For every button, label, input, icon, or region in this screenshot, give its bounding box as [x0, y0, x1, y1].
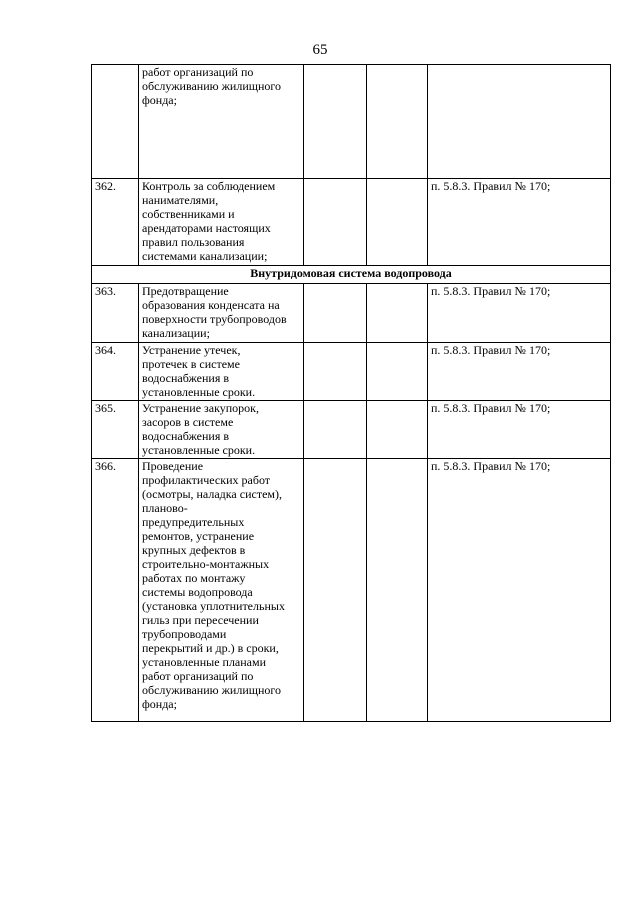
empty-cell — [367, 401, 428, 459]
work-description: Устранение закупорок, засоров в системе водоснабжения в установленные сроки. — [139, 401, 304, 459]
empty-cell — [367, 284, 428, 343]
row-number-cell — [92, 65, 139, 179]
empty-cell — [304, 179, 367, 266]
empty-cell — [304, 459, 367, 722]
works-table — [91, 64, 611, 722]
reference-cell: п. 5.8.3. Правил № 170; — [428, 343, 611, 401]
table-row — [92, 179, 611, 266]
empty-cell — [367, 179, 428, 266]
table-row — [92, 65, 611, 179]
section-title: Внутридомовая система водопровода — [92, 266, 611, 284]
table-row — [92, 459, 611, 722]
reference-cell — [428, 65, 611, 179]
work-description: Контроль за соблюдением нанимателями, собственниками и арендаторами настоящих правил пользования системами канализации; — [139, 179, 304, 266]
empty-cell — [304, 284, 367, 343]
empty-cell — [304, 343, 367, 401]
work-description: Проведение профилактических работ (осмотры, наладка систем), планово- предупредительных ремонтов, устранение крупных дефектов в строительно-монтажных работах по монтажу системы водопровода (установка уплотнительных гильз при пересечении трубопроводами перекрытий и др.) в сроки, установленные планами работ организаций по обслуживанию жилищного фонда; — [139, 459, 304, 722]
row-number: 366. — [92, 459, 139, 722]
section-row — [92, 266, 611, 284]
row-number: 365. — [92, 401, 139, 459]
work-description: работ организаций по обслуживанию жилищного фонда; — [139, 65, 304, 179]
empty-cell — [367, 343, 428, 401]
empty-cell — [304, 65, 367, 179]
work-description: Предотвращение образования конденсата на поверхности трубопроводов канализации; — [139, 284, 304, 343]
page-number: 65 — [312, 42, 328, 58]
reference-cell: п. 5.8.3. Правил № 170; — [428, 401, 611, 459]
row-number: 364. — [92, 343, 139, 401]
empty-cell — [304, 401, 367, 459]
table-row — [92, 401, 611, 459]
reference-cell: п. 5.8.3. Правил № 170; — [428, 179, 611, 266]
empty-cell — [367, 65, 428, 179]
empty-cell — [367, 459, 428, 722]
table-row — [92, 284, 611, 343]
work-description: Устранение утечек, протечек в системе водоснабжения в установленные сроки. — [139, 343, 304, 401]
row-number: 363. — [92, 284, 139, 343]
table-row — [92, 343, 611, 401]
reference-cell: п. 5.8.3. Правил № 170; — [428, 459, 611, 722]
reference-cell: п. 5.8.3. Правил № 170; — [428, 284, 611, 343]
row-number: 362. — [92, 179, 139, 266]
